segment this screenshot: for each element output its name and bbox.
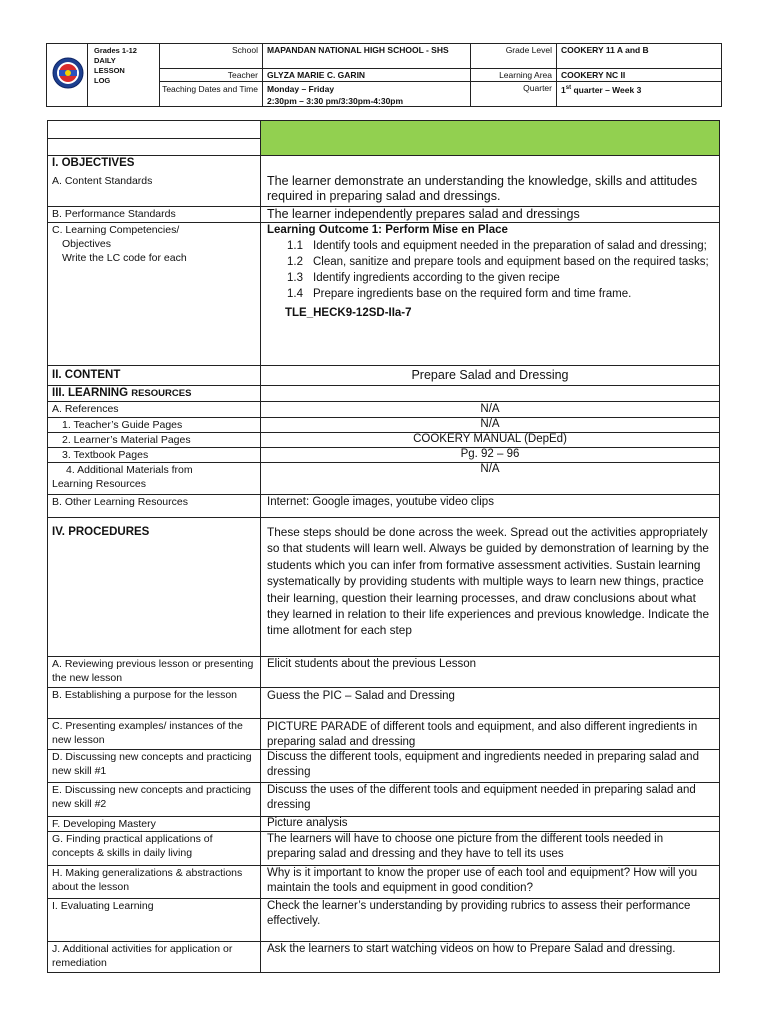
grades-text: Grades 1-12 [94,46,137,55]
resources-heading-right [261,385,719,401]
dates-days: Monday – Friday [267,84,335,94]
additional-materials-label-1: 4. Additional Materials from [66,464,193,476]
procedure-row-d [48,749,719,783]
procedure-h-label: H. Making generalizations & abstractions about the lesson [48,865,261,898]
procedure-row-a [48,656,719,688]
log-text: LOG [94,76,111,85]
learning-area-value: COOKERY NC II [556,69,722,82]
grade-level-label: Grade Level [470,44,556,68]
competencies-row [48,222,719,366]
procedure-row-b [48,687,719,719]
teacher-label: Teacher [227,70,258,80]
procedure-a-value: Elicit students about the previous Lesson [267,658,477,670]
references-row [48,401,719,418]
grade-label-cell [87,44,159,106]
logo-cell [47,44,87,106]
dates-time: 2:30pm – 3:30 pm/3:30pm-4:30pm [267,96,404,106]
quarter-suffix: st [565,85,572,91]
resources-heading-row [48,385,719,402]
procedure-g-value: The learners will have to choose one picture from the different tools needed in preparing salad and dressing and they have to tell its uses [267,833,664,860]
additional-materials-label [48,462,261,494]
procedure-row-c [48,718,719,750]
lesson-plan-table [47,120,720,973]
procedure-row-h [48,865,719,899]
objective-text: Clean, sanitize and prepare tools and equipment based on the required tasks; [313,256,709,268]
header-row-dates [160,81,722,107]
resources-heading-small: RESOURCES [131,388,192,399]
procedure-i-value: Check the learner’s understanding by providing rubrics to assess their performance effectively. [267,900,691,927]
procedures-intro: These steps should be done across the week. Spread out the activities appropriately so that students will learn well. Always be guided by demonstration of learning by the students which you can infer from formative assessment activities. Sustain learning systematically by providing students with multiple ways to learn new things, practice their learning, question their learning processes, and draw conclusions about what they learned in relation to their life experiences and previous knowledge. Indicate the time allotment for each step [267,525,710,638]
objectives-heading-row [48,155,719,173]
references-label: A. References [48,401,261,417]
procedures-intro-row [48,517,719,657]
references-value: N/A [480,403,500,415]
learners-material-value: COOKERY MANUAL (DepEd) [413,433,567,445]
objectives-heading-right [261,155,719,173]
procedure-c-value: PICTURE PARADE of different tools and equipment, and also different ingredients in preparing salad and dressing [267,721,698,748]
teachers-guide-row [48,417,719,433]
header-row-school [160,44,722,68]
content-row [48,365,719,386]
content-value: Prepare Salad and Dressing [411,368,569,382]
objective-item [267,288,713,301]
resources-heading-text: III. LEARNING [52,387,129,399]
learning-outcome: Learning Outcome 1: Perform Mise en Place [267,224,508,236]
blank-row-2 [48,138,719,156]
procedure-i-label: I. Evaluating Learning [48,898,261,941]
objective-number: 1.4 [287,288,303,300]
daily-text: DAILY [94,56,116,65]
content-standards-row [48,173,719,207]
additional-materials-row [48,462,719,495]
learners-material-row [48,432,719,448]
competencies-label [48,222,261,365]
procedure-j-value: Ask the learners to start watching videos on how to Prepare Salad and dressing. [267,943,676,955]
procedure-c-label: C. Presenting examples/ instances of the new lesson [48,718,261,749]
competencies-value [261,222,719,365]
other-resources-row [48,494,719,518]
objective-text: Identify tools and equipment needed in the preparation of salad and dressing; [313,240,707,252]
textbook-label: 3. Textbook Pages [48,447,261,462]
header-grid [159,44,722,106]
procedure-row-f [48,816,719,832]
dates-label: Teaching Dates and Time [162,84,258,94]
lesson-text: LESSON [94,66,125,75]
competencies-label-3: Write the LC code for each [62,252,187,264]
procedure-f-label: F. Developing Mastery [48,816,261,831]
additional-materials-label-2: Learning Resources [52,478,146,490]
objective-number: 1.2 [287,256,303,268]
procedure-e-label: E. Discussing new concepts and practicing new skill #2 [48,782,261,816]
blank-row-1 [48,121,719,139]
procedure-row-g [48,831,719,866]
objective-text: Prepare ingredients base on the required form and time frame. [313,288,632,300]
procedure-f-value: Picture analysis [267,817,348,829]
teachers-guide-value: N/A [480,418,500,430]
performance-standards-label: B. Performance Standards [48,206,261,222]
teacher-value: GLYZA MARIE C. GARIN [262,69,470,82]
procedures-heading: IV. PROCEDURES [48,517,261,656]
content-heading: II. CONTENT [48,365,261,385]
competencies-label-1: C. Learning Competencies/ [52,224,180,236]
procedure-row-i [48,898,719,942]
teachers-guide-label: 1. Teacher’s Guide Pages [48,417,261,432]
procedure-a-label: A. Reviewing previous lesson or presenting the new lesson [48,656,261,687]
competencies-label-2: Objectives [62,238,112,250]
procedure-d-label: D. Discussing new concepts and practicing new skill #1 [48,749,261,782]
procedure-b-label: B. Establishing a purpose for the lesson [48,687,261,718]
textbook-row [48,447,719,463]
objective-item [267,240,713,253]
green-header-cell-2 [261,138,719,155]
objective-item [267,256,713,269]
school-value: MAPANDAN NATIONAL HIGH SCHOOL - SHS [262,44,470,68]
resources-heading [48,385,261,401]
performance-standards-value: The learner independently prepares salad and dressings [267,207,580,221]
deped-seal-icon [52,57,84,89]
procedure-g-label: G. Finding practical applications of concepts & skills in daily living [48,831,261,865]
lc-code: TLE_HECK9-12SD-IIa-7 [285,307,412,319]
quarter-value [556,82,722,107]
procedure-d-value: Discuss the different tools, equipment and ingredients needed in preparing salad and dressing [267,751,699,778]
objective-number: 1.1 [287,240,303,252]
procedure-h-value: Why is it important to know the proper use of each tool and equipment? How will you maintain the tools and equipment in good condition? [267,867,698,894]
additional-materials-value: N/A [480,463,500,475]
content-standards-value: The learner demonstrate an understanding the knowledge, skills and attitudes required in preparing salad and dressings. [267,174,698,203]
quarter-label: Quarter [470,82,556,107]
blank-left-1 [48,121,261,138]
objectives-heading: I. OBJECTIVES [48,155,261,173]
textbook-value: Pg. 92 – 96 [460,448,520,460]
quarter-week: quarter – Week 3 [571,84,642,95]
header-row-teacher [160,68,722,82]
dates-value [262,82,470,107]
performance-standards-row [48,206,719,223]
learners-material-label: 2. Learner’s Material Pages [48,432,261,447]
other-resources-label: B. Other Learning Resources [48,494,261,517]
procedure-e-value: Discuss the uses of the different tools and equipment needed in preparing salad and dressing [267,784,696,811]
learning-area-label: Learning Area [470,69,556,82]
other-resources-value: Internet: Google images, youtube video clips [267,496,494,508]
content-standards-label: A. Content Standards [48,173,261,206]
procedure-row-j [48,941,719,972]
procedure-j-label: J. Additional activities for application or remediation [48,941,261,972]
blank-left-2 [48,138,261,155]
objective-text: Identify ingredients according to the given recipe [313,272,560,284]
quarter-number: 1 [561,84,566,95]
objective-item [267,272,713,285]
school-label: School [232,45,258,55]
objective-number: 1.3 [287,272,303,284]
procedure-row-e [48,782,719,817]
lesson-log-header [46,43,722,107]
green-header-cell-1 [261,121,719,138]
procedure-b-value: Guess the PIC – Salad and Dressing [267,690,455,702]
grade-level-value: COOKERY 11 A and B [556,44,722,68]
